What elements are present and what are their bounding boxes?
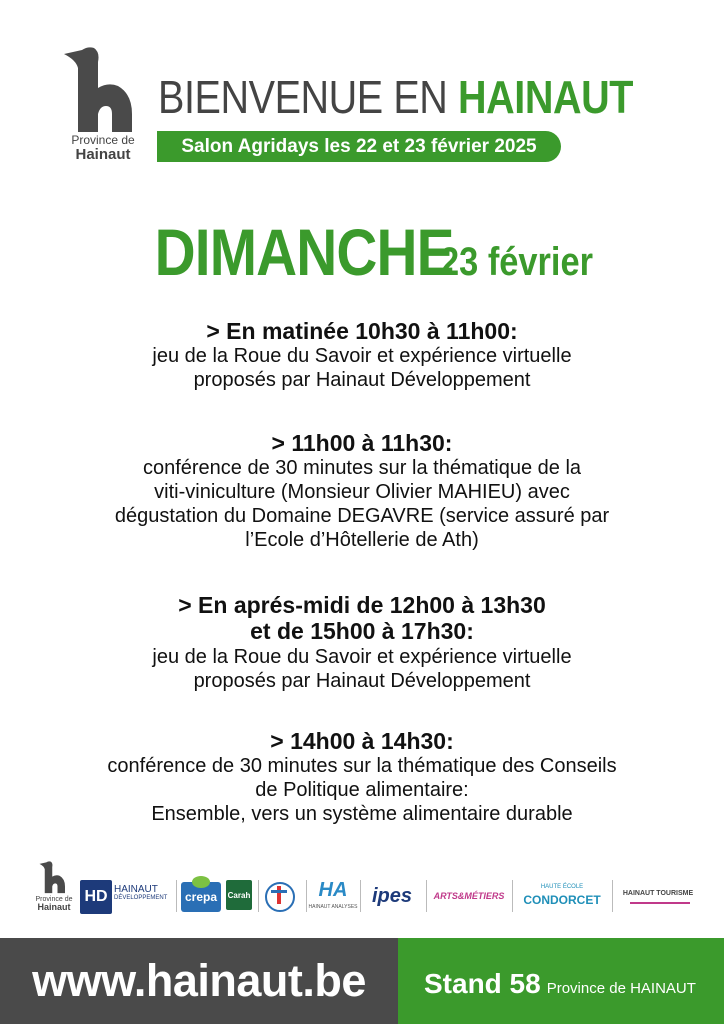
school-circle-logo-icon [262, 880, 298, 914]
ipes-logo: ipes [371, 884, 413, 907]
logo-line2: Hainaut [75, 145, 131, 163]
program-heading: > En matinée 10h30 à 11h00: [206, 318, 518, 344]
province-small-line2: Hainaut [37, 902, 71, 912]
program-line: de Politique alimentaire: [255, 779, 469, 802]
program-heading: > 11h00 à 11h30: [271, 430, 453, 456]
logo-line1: Province de [71, 133, 135, 147]
crepa-logo: crepa [181, 882, 221, 912]
province-hainaut-bird-logo [60, 44, 140, 134]
ha-logo-sub: HAINAUT ANALYSES [308, 904, 358, 910]
program-block-4 [0, 728, 724, 826]
partner-divider [176, 880, 177, 912]
stand-info [424, 968, 696, 1000]
condorcet-logo: CONDORCET [523, 893, 601, 907]
program-heading: > 14h00 à 14h30: [270, 728, 454, 754]
program-block-2 [0, 430, 724, 552]
welcome-heading [158, 71, 633, 123]
program-line: dégustation du Domaine DEGAVRE (service assuré par [114, 505, 610, 528]
province-small-line1: Province de [35, 896, 73, 903]
program-line: conférence de 30 minutes sur la thématique de la [142, 457, 582, 480]
ha-logo-mark: HA [318, 878, 348, 901]
stand-sub: Province de HAINAUT [546, 980, 696, 997]
province-logo-text [58, 134, 148, 162]
program-heading-2: et de 15h00 à 17h30: [250, 618, 474, 645]
program-line: l’Ecole d’Hôtellerie de Ath) [245, 529, 479, 552]
province-bird-icon [38, 860, 68, 894]
program-line: conférence de 30 minutes sur la thématique des Conseils [107, 755, 617, 778]
partner-divider [426, 880, 427, 912]
arts-metiers-logo: ARTS&MÉTIERS [433, 891, 505, 901]
carah-logo: Carah [226, 880, 252, 910]
partner-divider [258, 880, 259, 912]
program-line: viti-viniculture (Monsieur Olivier MAHIEU) avec [154, 481, 570, 504]
salon-banner: Salon Agridays les 22 et 23 février 2025 [157, 131, 561, 162]
hd-name: HAINAUT [114, 884, 158, 895]
partner-divider [612, 880, 613, 912]
day-date: 23 février [440, 240, 594, 284]
website-link[interactable]: www.hainaut.be [32, 955, 366, 1006]
partner-divider [360, 880, 361, 912]
condorcet-top: HAUTE ÉCOLE [540, 884, 584, 890]
program-line: proposés par Hainaut Développement [193, 669, 531, 692]
day-name: DIMANCHE [154, 215, 454, 289]
tourisme-underline [630, 902, 690, 904]
province-logo-small [34, 896, 74, 912]
partner-logos [34, 856, 704, 918]
program-line: proposés par Hainaut Développement [193, 369, 531, 392]
hainaut-tourisme-logo: HAINAUT TOURISME [622, 889, 694, 897]
hd-logo-mark: HD [80, 880, 112, 914]
program-line: jeu de la Roue du Savoir et expérience virtuelle [152, 645, 572, 668]
program-block-1 [0, 318, 724, 392]
partner-divider [512, 880, 513, 912]
program-line: jeu de la Roue du Savoir et expérience virtuelle [152, 345, 572, 368]
welcome-part1: BIENVENUE EN [158, 71, 458, 123]
welcome-part2: HAINAUT [457, 71, 633, 123]
hd-logo-text [114, 884, 172, 902]
hd-sub: DÉVELOPPEMENT [114, 895, 168, 901]
stand-number: Stand 58 [424, 968, 541, 999]
crepa-leaf-icon [192, 876, 210, 888]
program-block-3 [0, 592, 724, 693]
day-title [0, 214, 724, 290]
program-line: Ensemble, vers un système alimentaire durable [151, 803, 573, 826]
program-heading: > En aprés-midi de 12h00 à 13h30 [178, 592, 546, 618]
